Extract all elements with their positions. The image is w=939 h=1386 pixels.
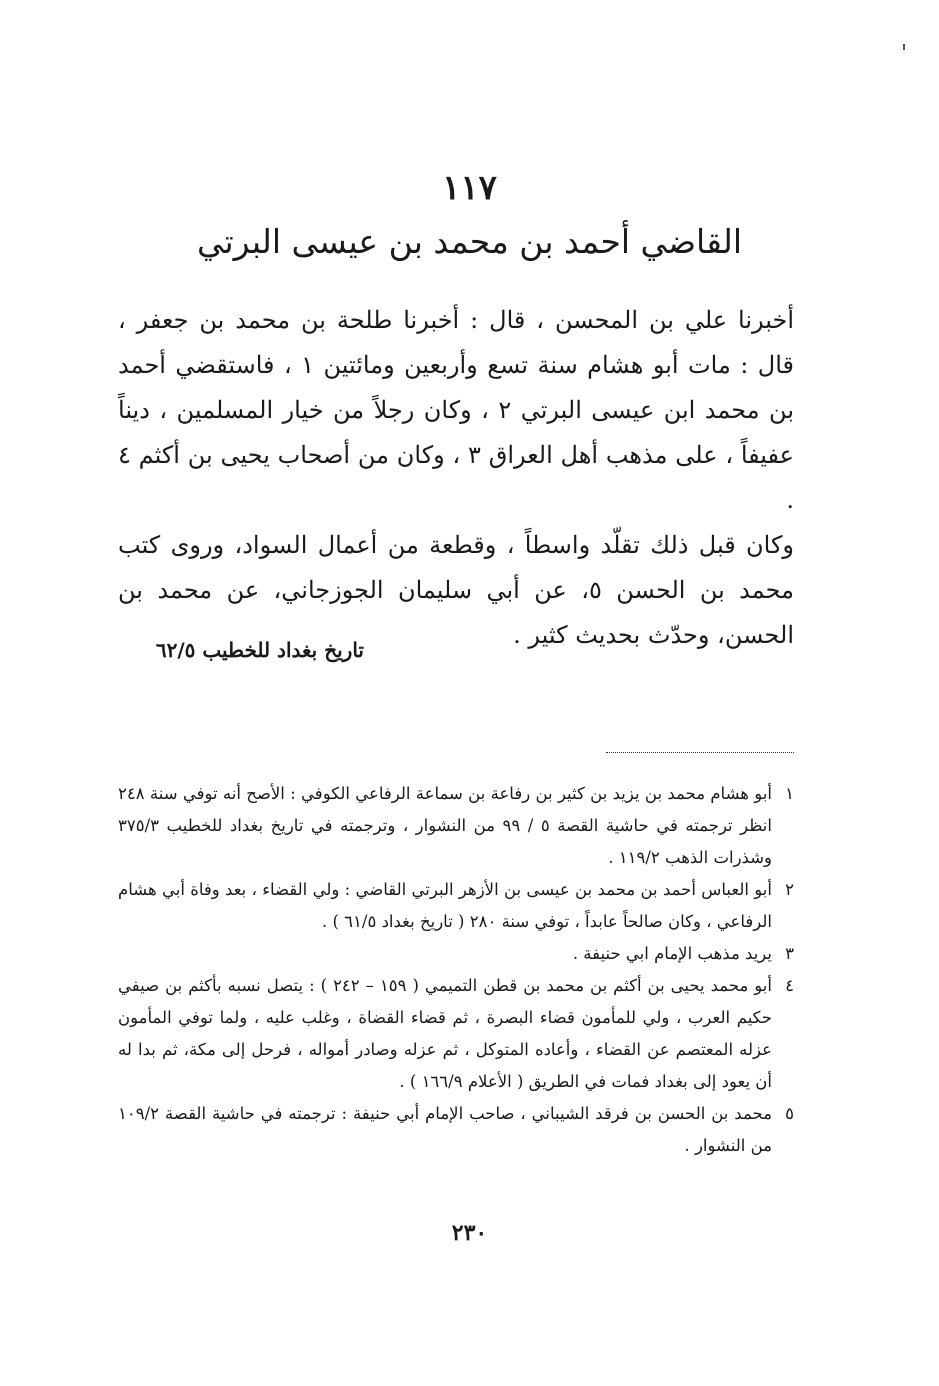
entry-title: القاضي أحمد بن محمد بن عيسى البرتي <box>196 222 743 261</box>
scan-speck <box>903 44 905 50</box>
footnote <box>118 938 794 970</box>
footnote <box>118 1098 794 1162</box>
footnote-text: أبو العباس أحمد بن محمد بن عيسى بن الأزهر البرتي القاضي : ولي القضاء ، بعد وفاة أبي هشام الرفاعي ، وكان صالحاً عابداً ، توفي سنة ٢٨٠ ( تاريخ بغداد ٦١/٥ ) . <box>118 880 772 931</box>
paragraph-2: وكان قبل ذلك تقلّد واسطاً ، وقطعة من أعمال السواد، وروى كتب محمد بن الحسن ٥، عن أبي سليمان الجوزجاني، عن محمد بن الحسن، وحدّث بحديث كثير . <box>118 531 794 649</box>
footnote-text: أبو محمد يحيى بن أكثم بن محمد بن قطن التميمي ( ١٥٩ – ٢٤٢ ) : يتصل نسبه بأكثم بن صيفي حكيم العرب ، ولي للمأمون قضاء البصرة ، ثم قضاء القضاة ، وغلب عليه ، ولما توفي المأمون عزله المعتصم عن القضاء ، وأعاده المتوكل ، ثم عزله وصادر أمواله ، فرحل إلى مكة، ثم بدا له أن يعود إلى بغداد فمات في الطريق ( الأعلام ١٦٦/٩ ) . <box>118 976 772 1091</box>
footnote-text: محمد بن الحسن بن فرقد الشيباني ، صاحب الإمام أبي حنيفة : ترجمته في حاشية القصة ١٠٩/٢ من النشوار . <box>118 1104 772 1155</box>
page-number: ٢٣٠ <box>451 1220 488 1246</box>
footnote <box>118 970 794 1098</box>
footnote-number: ١ <box>785 784 794 803</box>
footnote-number: ٢ <box>785 880 794 899</box>
footnote-text: يريد مذهب الإمام ابي حنيفة . <box>572 944 772 963</box>
footnote-number: ٤ <box>785 976 794 995</box>
footnote-text: أبو هشام محمد بن يزيد بن كثير بن رفاعة بن سماعة الرفاعي الكوفي : الأصح أنه توفي سنة ٢٤٨ انظر ترجمته في حاشية القصة ٥ / ٩٩ من النشوار ، وترجمته في تاريخ بغداد للخطيب ٣٧٥/٣ وشذرات الذهب ١١٩/٢ . <box>118 784 772 867</box>
footnote-divider <box>606 752 794 753</box>
main-text <box>118 298 794 658</box>
footnote-number: ٥ <box>785 1104 794 1123</box>
footnote-number: ٣ <box>785 944 794 963</box>
footnotes <box>118 778 794 1162</box>
paragraph-1: أخبرنا علي بن المحسن ، قال : أخبرنا طلحة بن محمد بن جعفر ، قال : مات أبو هشام سنة تسع وأربعين ومائتين ١ ، فاستقضي أحمد بن محمد ابن عيسى البرتي ٢ ، وكان رجلاً من خيار المسلمين ، ديناً عفيفاً ، على مذهب أهل العراق ٣ ، وكان من أصحاب يحيى بن أكثم ٤ . <box>118 306 794 514</box>
source-citation: تاريخ بغداد للخطيب ٦٢/٥ <box>155 638 364 662</box>
entry-number: ١١٧ <box>442 168 497 208</box>
footnote <box>118 874 794 938</box>
footnote <box>118 778 794 874</box>
